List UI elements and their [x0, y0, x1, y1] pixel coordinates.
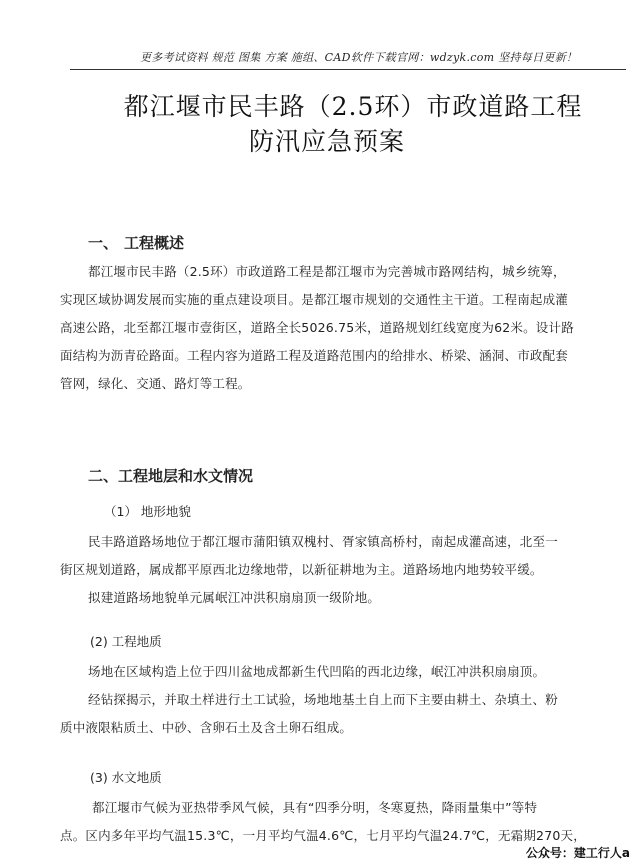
paragraph-line: 都江堰市气候为亚热带季风气候，具有“四季分明，冬寒夏热，降雨量集中”等特	[92, 800, 538, 815]
header-note: 更多考试资料 规范 图集 方案 施组、CAD软件下载官网：wdzyk.com 坚持每日更新！	[140, 51, 578, 64]
paragraph-line: 场地在区域构造上位于四川盆地成都新生代凹陷的西北边缘，岷江冲洪积扇扇顶。	[88, 664, 546, 679]
paragraph-line: 拟建道路场地貌单元属岷江冲洪积扇扇顶一级阶地。	[88, 590, 381, 605]
footer-watermark: 公众号：建工行人a	[525, 846, 630, 860]
section-1-title: 工程概述	[124, 234, 185, 252]
paragraph-line: 面结构为沥青砼路面。工程内容为道路工程及道路范围内的给排水、桥梁、涵洞、市政配套	[60, 348, 569, 363]
subsection-1-paragraph	[60, 528, 612, 612]
header-divider	[70, 69, 626, 70]
subsection-2-label: (2) 工程地质	[90, 634, 162, 649]
paragraph-line: 实现区域协调发展而实施的重点建设项目。是都江堰市规划的交通性主干道。工程南起成灌	[60, 292, 569, 307]
section-1-paragraph	[60, 258, 612, 398]
paragraph-line: 高速公路，北至都江堰市壹街区，道路全长5026.75米，道路规划红线宽度为62米。设计路	[60, 320, 574, 335]
subsection-3-label: (3) 水文地质	[90, 770, 162, 785]
subsection-2-paragraph	[60, 658, 612, 742]
document-title-line-1: 都江堰市民丰路（2.5环）市政道路工程	[123, 92, 583, 121]
paragraph-line: 经钻探揭示，并取土样进行土工试验，场地地基土自上而下主要由耕土、杂填土、粉	[88, 692, 558, 707]
subsection-3-paragraph	[60, 794, 620, 850]
paragraph-line: 街区规划道路，属成都平原西北边缘地带，以新征耕地为主。道路场地内地势较平缓。	[60, 562, 543, 577]
paragraph-line: 点。区内多年平均气温15.3℃，一月平均气温4.6℃，七月平均气温24.7℃，无霜期270天，	[60, 828, 586, 843]
subsection-1-label: （1） 地形地貌	[104, 504, 191, 519]
section-2-heading: 二、工程地层和水文情况	[88, 467, 254, 485]
paragraph-line: 质中液限粘质土、中砂、含卵石土及含土卵石组成。	[60, 720, 353, 735]
document-title-line-2: 防汛应急预案	[248, 127, 405, 156]
section-1-heading	[88, 232, 184, 253]
paragraph-line: 都江堰市民丰路（2.5环）市政道路工程是都江堰市为完善城市路网结构，城乡统筹，	[88, 264, 566, 279]
paragraph-line: 管网，绿化、交通、路灯等工程。	[60, 376, 251, 391]
paragraph-line: 民丰路道路场地位于都江堰市蒲阳镇双槐村、胥家镇高桥村，南起成灌高速，北至一	[88, 534, 558, 549]
section-1-number: 一、	[88, 234, 119, 252]
